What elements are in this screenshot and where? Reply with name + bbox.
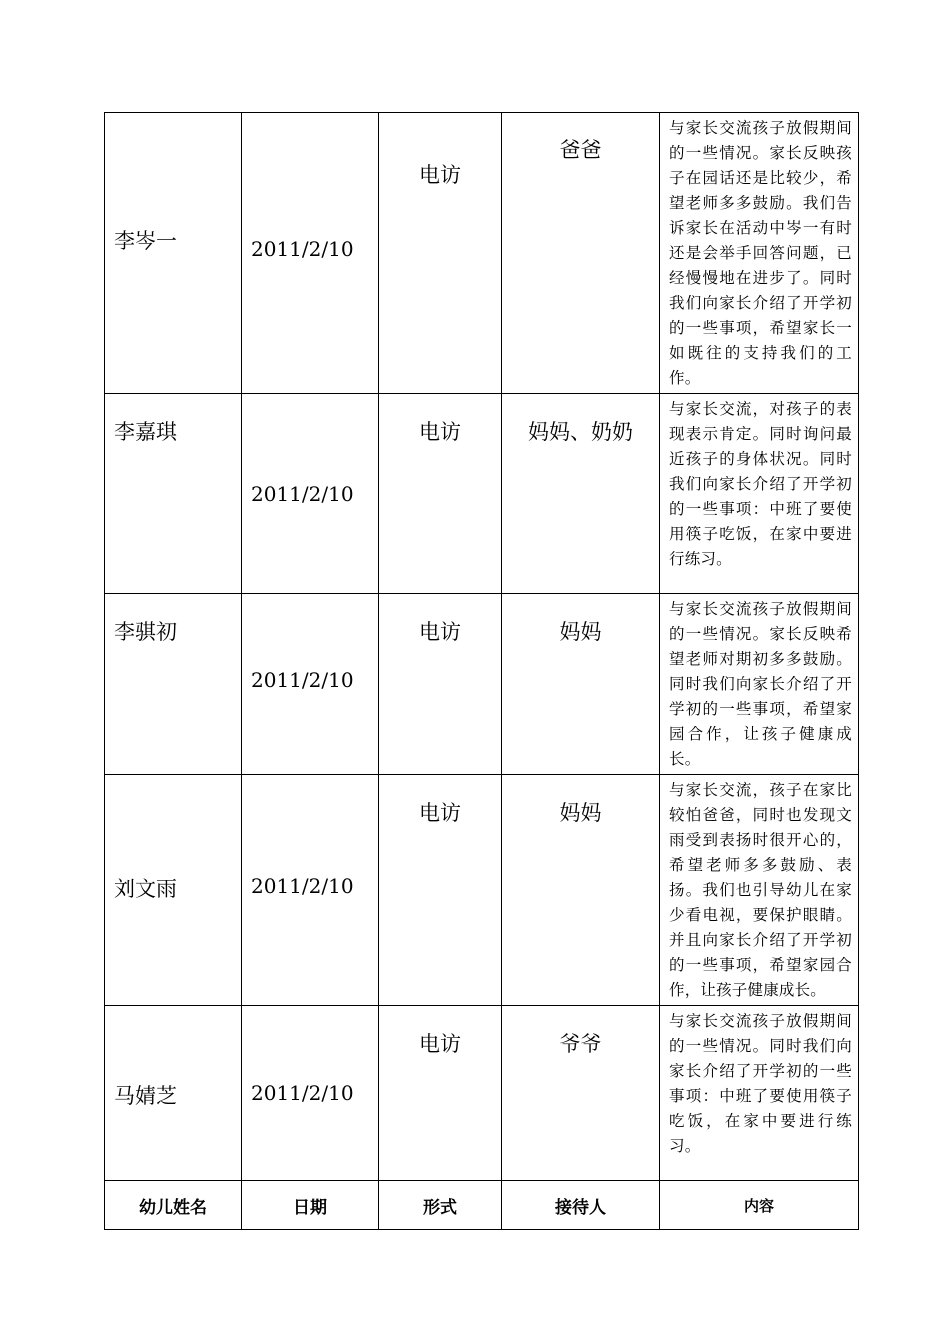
form-cell [379, 394, 502, 594]
visit-content: 与家长交流，孩子在家比较怕爸爸，同时也发现文雨受到表扬时很开心的，希望老师多多鼓励、表扬。我们也引导幼儿在家少看电视，要保护眼睛。并且向家长介绍了开学初的一些事项，希望家园合作，让孩子健康成长。 [669, 781, 852, 999]
visit-content: 与家长交流，对孩子的表现表示肯定。同时询问最近孩子的身体状况。同时我们向家长介绍了开学初的一些事项：中班了要使用筷子吃饭，在家中要进行练习。 [669, 400, 852, 568]
visit-host: 妈妈、奶奶 [528, 420, 633, 444]
form-cell [379, 775, 502, 1006]
date-cell [242, 394, 379, 594]
header-date: 日期 [242, 1181, 379, 1230]
date-cell [242, 1006, 379, 1181]
table-row [105, 113, 859, 394]
name-cell [105, 394, 242, 594]
host-cell [502, 1006, 660, 1181]
host-cell [502, 775, 660, 1006]
content-cell [660, 113, 859, 394]
visit-form: 电访 [419, 801, 461, 825]
content-cell [660, 775, 859, 1006]
table-row [105, 394, 859, 594]
name-cell [105, 594, 242, 775]
name-cell [105, 775, 242, 1006]
content-cell [660, 594, 859, 775]
header-name: 幼儿姓名 [105, 1181, 242, 1230]
visit-host: 爸爸 [559, 138, 602, 162]
date-cell [242, 594, 379, 775]
visit-date: 2011/2/10 [251, 668, 354, 692]
visit-host: 妈妈 [559, 620, 602, 644]
visit-date: 2011/2/10 [251, 237, 354, 261]
child-name: 李嘉琪 [114, 420, 177, 444]
table-row [105, 1006, 859, 1181]
visit-form: 电访 [419, 1032, 461, 1056]
header-content: 内容 [660, 1181, 859, 1230]
form-cell [379, 594, 502, 775]
name-cell [105, 113, 242, 394]
header-form: 形式 [379, 1181, 502, 1230]
child-name: 马婧芝 [114, 1084, 177, 1108]
host-cell [502, 394, 660, 594]
visit-content: 与家长交流孩子放假期间的一些情况。家长反映希望老师对期初多多鼓励。同时我们向家长介绍了开学初的一些事项，希望家园合作，让孩子健康成长。 [669, 600, 852, 768]
child-name: 刘文雨 [114, 877, 177, 901]
visit-content: 与家长交流孩子放假期间的一些情况。同时我们向家长介绍了开学初的一些事项：中班了要使用筷子吃饭，在家中要进行练习。 [669, 1012, 852, 1155]
header-row [105, 1181, 859, 1230]
child-name: 李骐初 [114, 620, 177, 644]
visit-date: 2011/2/10 [251, 482, 354, 506]
visit-host: 爷爷 [559, 1032, 602, 1056]
header-host: 接待人 [502, 1181, 660, 1230]
name-cell [105, 1006, 242, 1181]
form-cell [379, 113, 502, 394]
visit-record-table [104, 112, 859, 1230]
table-row [105, 775, 859, 1006]
visit-form: 电访 [419, 620, 461, 644]
visit-form: 电访 [419, 163, 461, 187]
visit-date: 2011/2/10 [251, 874, 354, 898]
table-row [105, 594, 859, 775]
content-cell [660, 1006, 859, 1181]
visit-form: 电访 [419, 420, 461, 444]
visit-date: 2011/2/10 [251, 1081, 354, 1105]
date-cell [242, 775, 379, 1006]
child-name: 李岑一 [114, 229, 177, 253]
content-cell [660, 394, 859, 594]
form-cell [379, 1006, 502, 1181]
host-cell [502, 113, 660, 394]
visit-host: 妈妈 [559, 801, 602, 825]
host-cell [502, 594, 660, 775]
date-cell [242, 113, 379, 394]
visit-content: 与家长交流孩子放假期间的一些情况。家长反映孩子在园话还是比较少，希望老师多多鼓励。我们告诉家长在活动中岑一有时还是会举手回答问题，已经慢慢地在进步了。同时我们向家长介绍了开学初的一些事项，希望家长一如既往的支持我们的工作。 [669, 119, 852, 387]
